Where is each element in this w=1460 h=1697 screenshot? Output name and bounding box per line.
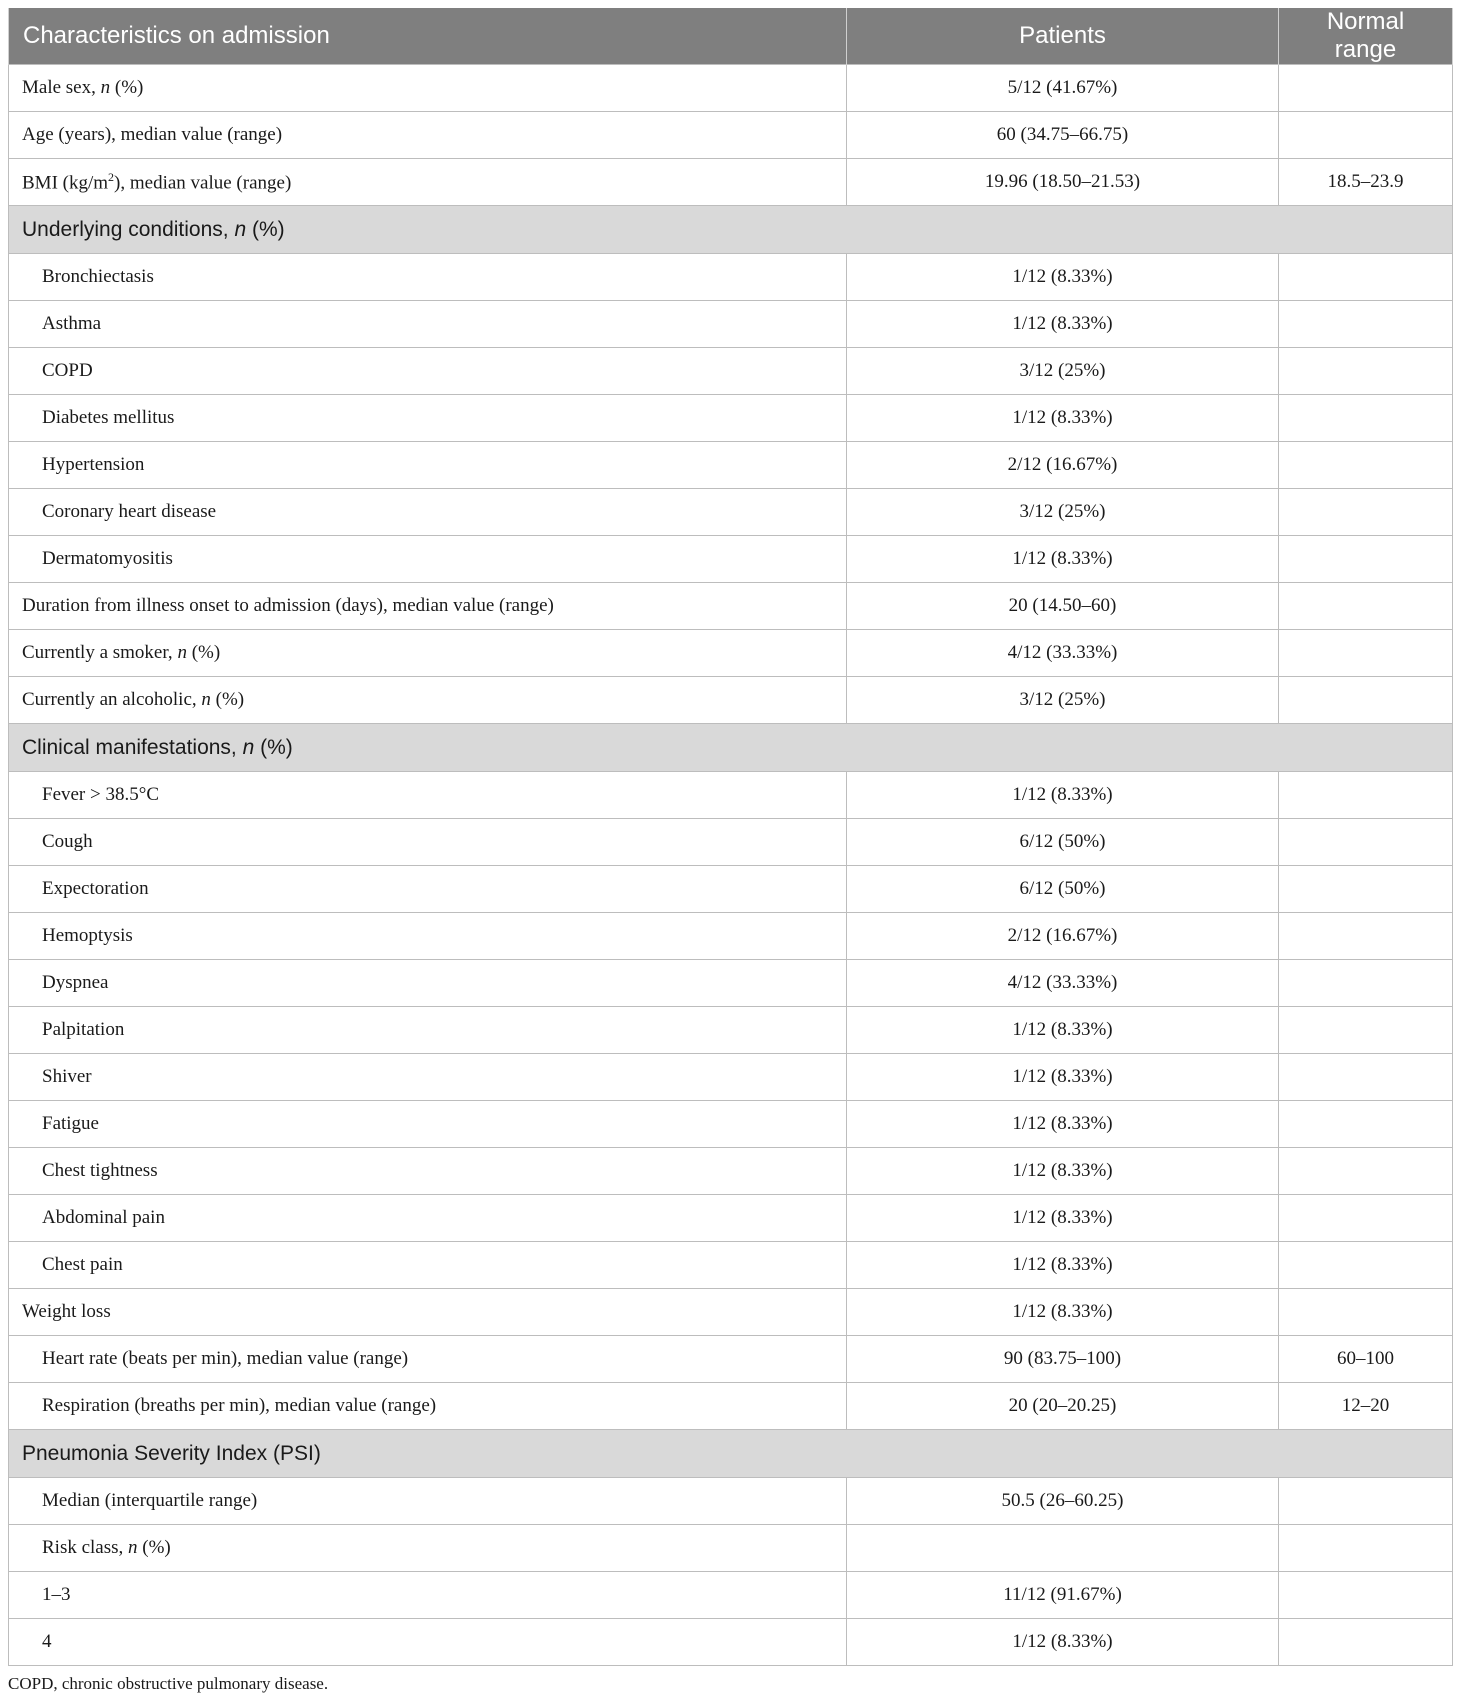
patients-cell: 90 (83.75–100) xyxy=(847,1336,1279,1383)
normal-range-cell: 60–100 xyxy=(1279,1336,1453,1383)
patients-cell: 3/12 (25%) xyxy=(847,677,1279,724)
characteristic-cell xyxy=(9,1101,847,1148)
characteristic-cell xyxy=(9,1383,847,1430)
label-pre: Risk class, xyxy=(42,1537,129,1558)
patients-cell: 19.96 (18.50–21.53) xyxy=(847,159,1279,206)
label-post: (%) xyxy=(254,735,293,759)
patients-cell: 1/12 (8.33%) xyxy=(847,301,1279,348)
table-row xyxy=(9,960,1453,1007)
label-pre: Currently an alcoholic, xyxy=(22,689,202,710)
table-row xyxy=(9,1289,1453,1336)
patients-cell: 1/12 (8.33%) xyxy=(847,395,1279,442)
header-normal-range: Normal range xyxy=(1279,8,1453,65)
normal-range-cell xyxy=(1279,1007,1453,1054)
characteristic-cell xyxy=(9,1572,847,1619)
label-pre: Dyspnea xyxy=(42,972,109,993)
normal-range-cell: 18.5–23.9 xyxy=(1279,159,1453,206)
patients-cell: 2/12 (16.67%) xyxy=(847,913,1279,960)
characteristic-cell xyxy=(9,536,847,583)
characteristic-cell xyxy=(9,1289,847,1336)
label-em: n xyxy=(234,217,247,241)
label-post: (%) xyxy=(246,217,285,241)
label-pre: 4 xyxy=(42,1631,52,1652)
characteristic-cell xyxy=(9,1478,847,1525)
label-post: ), median value (range) xyxy=(114,172,292,194)
normal-range-cell xyxy=(1279,112,1453,159)
normal-range-cell xyxy=(1279,1195,1453,1242)
characteristic-cell xyxy=(9,772,847,819)
normal-range-cell xyxy=(1279,442,1453,489)
normal-range-cell xyxy=(1279,913,1453,960)
label-post: (%) xyxy=(186,642,221,663)
label-post: (%) xyxy=(137,1537,171,1558)
table-row xyxy=(9,583,1453,630)
patients-cell: 5/12 (41.67%) xyxy=(847,65,1279,112)
label-pre: Shiver xyxy=(42,1066,92,1087)
characteristic-cell xyxy=(9,348,847,395)
label-post: (%) xyxy=(110,77,144,98)
table-row xyxy=(9,1525,1453,1572)
table-body xyxy=(9,65,1453,1666)
normal-range-cell xyxy=(1279,583,1453,630)
table-row xyxy=(9,913,1453,960)
normal-range-cell xyxy=(1279,395,1453,442)
patients-cell: 4/12 (33.33%) xyxy=(847,630,1279,677)
characteristic-cell xyxy=(9,254,847,301)
table-row xyxy=(9,1054,1453,1101)
table-row xyxy=(9,1007,1453,1054)
normal-range-cell xyxy=(1279,960,1453,1007)
normal-range-cell xyxy=(1279,1101,1453,1148)
normal-range-cell: 12–20 xyxy=(1279,1383,1453,1430)
normal-range-cell xyxy=(1279,772,1453,819)
label-pre: Coronary heart disease xyxy=(42,501,217,522)
patients-cell: 60 (34.75–66.75) xyxy=(847,112,1279,159)
characteristic-cell xyxy=(9,1619,847,1666)
characteristic-cell xyxy=(9,960,847,1007)
patients-cell: 3/12 (25%) xyxy=(847,348,1279,395)
table-row xyxy=(9,819,1453,866)
normal-range-cell xyxy=(1279,1619,1453,1666)
patients-cell: 50.5 (26–60.25) xyxy=(847,1478,1279,1525)
label-em: n xyxy=(128,1537,138,1558)
characteristics-table xyxy=(8,8,1453,1666)
label-pre: Palpitation xyxy=(42,1019,125,1040)
normal-range-cell xyxy=(1279,866,1453,913)
characteristic-cell xyxy=(9,442,847,489)
section-row xyxy=(9,724,1453,772)
characteristic-cell xyxy=(9,866,847,913)
table-row xyxy=(9,1101,1453,1148)
label-pre: Median (interquartile range) xyxy=(42,1490,258,1511)
table-row xyxy=(9,112,1453,159)
table-row xyxy=(9,348,1453,395)
label-pre: Asthma xyxy=(42,313,102,334)
patients-cell: 4/12 (33.33%) xyxy=(847,960,1279,1007)
characteristic-cell xyxy=(9,1148,847,1195)
table-row xyxy=(9,536,1453,583)
label-pre: Hemoptysis xyxy=(42,925,133,946)
label-pre: 1–3 xyxy=(42,1584,71,1605)
label-pre: Diabetes mellitus xyxy=(42,407,175,428)
characteristic-cell xyxy=(9,395,847,442)
normal-range-cell xyxy=(1279,301,1453,348)
characteristic-cell xyxy=(9,1242,847,1289)
normal-range-cell xyxy=(1279,1525,1453,1572)
patients-cell: 3/12 (25%) xyxy=(847,489,1279,536)
table-row xyxy=(9,489,1453,536)
label-pre: Hypertension xyxy=(42,454,145,475)
header-row xyxy=(9,8,1453,65)
label-em: n xyxy=(242,735,255,759)
patients-cell: 2/12 (16.67%) xyxy=(847,442,1279,489)
table-row xyxy=(9,254,1453,301)
label-pre: Male sex, xyxy=(22,77,101,98)
table-row xyxy=(9,1478,1453,1525)
table-row xyxy=(9,1242,1453,1289)
label-pre: Respiration (breaths per min), median value (range) xyxy=(42,1395,437,1416)
characteristic-cell xyxy=(9,1054,847,1101)
normal-range-cell xyxy=(1279,677,1453,724)
label-pre: Clinical manifestations, xyxy=(22,735,243,759)
table-row xyxy=(9,1383,1453,1430)
section-row xyxy=(9,1430,1453,1478)
characteristic-cell xyxy=(9,630,847,677)
patients-cell: 1/12 (8.33%) xyxy=(847,536,1279,583)
characteristic-cell xyxy=(9,913,847,960)
normal-range-cell xyxy=(1279,630,1453,677)
section-row xyxy=(9,206,1453,254)
section-label xyxy=(9,1430,1453,1478)
label-pre: Bronchiectasis xyxy=(42,266,154,287)
normal-range-cell xyxy=(1279,536,1453,583)
patients-cell: 1/12 (8.33%) xyxy=(847,1242,1279,1289)
label-pre: Dermatomyositis xyxy=(42,548,173,569)
patients-cell: 1/12 (8.33%) xyxy=(847,1054,1279,1101)
table-row xyxy=(9,65,1453,112)
table-row xyxy=(9,1336,1453,1383)
patients-cell: 11/12 (91.67%) xyxy=(847,1572,1279,1619)
patients-cell: 1/12 (8.33%) xyxy=(847,772,1279,819)
normal-range-cell xyxy=(1279,1289,1453,1336)
table-row xyxy=(9,866,1453,913)
label-pre: Age (years), median value (range) xyxy=(22,124,283,145)
characteristic-cell xyxy=(9,489,847,536)
characteristic-cell xyxy=(9,1195,847,1242)
normal-range-cell xyxy=(1279,1148,1453,1195)
label-pre: Cough xyxy=(42,831,93,852)
label-pre: Weight loss xyxy=(22,1301,111,1322)
table-row xyxy=(9,395,1453,442)
characteristic-cell xyxy=(9,159,847,206)
patients-cell: 20 (20–20.25) xyxy=(847,1383,1279,1430)
normal-range-cell xyxy=(1279,1242,1453,1289)
table-row xyxy=(9,1148,1453,1195)
label-post: (%) xyxy=(210,689,245,710)
characteristic-cell xyxy=(9,583,847,630)
normal-range-cell xyxy=(1279,1478,1453,1525)
normal-range-cell xyxy=(1279,1054,1453,1101)
table-row xyxy=(9,1619,1453,1666)
patients-cell: 1/12 (8.33%) xyxy=(847,1289,1279,1336)
normal-range-cell xyxy=(1279,254,1453,301)
patients-cell: 1/12 (8.33%) xyxy=(847,1195,1279,1242)
table-container xyxy=(8,8,1452,1694)
patients-cell: 1/12 (8.33%) xyxy=(847,254,1279,301)
normal-range-cell xyxy=(1279,489,1453,536)
characteristic-cell xyxy=(9,301,847,348)
label-pre: Fatigue xyxy=(42,1113,99,1134)
table-row xyxy=(9,301,1453,348)
label-pre: Abdominal pain xyxy=(42,1207,165,1228)
label-em: n xyxy=(177,642,187,663)
label-pre: Chest tightness xyxy=(42,1160,158,1181)
characteristic-cell xyxy=(9,1007,847,1054)
label-pre: Expectoration xyxy=(42,878,149,899)
footnote: COPD, chronic obstructive pulmonary disease. xyxy=(8,1674,329,1693)
table-row xyxy=(9,1195,1453,1242)
patients-cell: 1/12 (8.33%) xyxy=(847,1101,1279,1148)
label-pre: Chest pain xyxy=(42,1254,123,1275)
label-pre: Currently a smoker, xyxy=(22,642,178,663)
patients-cell: 1/12 (8.33%) xyxy=(847,1148,1279,1195)
label-pre: Fever > 38.5°C xyxy=(42,784,159,805)
characteristic-cell xyxy=(9,1525,847,1572)
label-em: n xyxy=(201,689,211,710)
patients-cell: 6/12 (50%) xyxy=(847,866,1279,913)
label-pre: Pneumonia Severity Index (PSI) xyxy=(22,1441,321,1465)
section-label xyxy=(9,206,1453,254)
section-label xyxy=(9,724,1453,772)
normal-range-cell xyxy=(1279,819,1453,866)
table-row xyxy=(9,677,1453,724)
normal-range-cell xyxy=(1279,65,1453,112)
label-pre: Underlying conditions, xyxy=(22,217,235,241)
patients-cell: 1/12 (8.33%) xyxy=(847,1619,1279,1666)
characteristic-cell xyxy=(9,677,847,724)
normal-range-cell xyxy=(1279,348,1453,395)
label-pre: BMI (kg/m xyxy=(22,172,109,194)
patients-cell: 6/12 (50%) xyxy=(847,819,1279,866)
label-em: n xyxy=(100,77,111,98)
table-row xyxy=(9,159,1453,206)
label-pre: Heart rate (beats per min), median value (range) xyxy=(42,1348,409,1369)
table-row xyxy=(9,772,1453,819)
header-characteristics: Characteristics on admission xyxy=(9,8,847,65)
table-row xyxy=(9,1572,1453,1619)
characteristic-cell xyxy=(9,65,847,112)
label-sup: 2 xyxy=(108,169,115,184)
patients-cell: 1/12 (8.33%) xyxy=(847,1007,1279,1054)
label-pre: Duration from illness onset to admission (days), median value (range) xyxy=(22,595,554,616)
patients-cell: 20 (14.50–60) xyxy=(847,583,1279,630)
header-patients: Patients xyxy=(847,8,1279,65)
characteristic-cell xyxy=(9,112,847,159)
label-pre: COPD xyxy=(42,360,93,381)
patients-cell xyxy=(847,1525,1279,1572)
characteristic-cell xyxy=(9,1336,847,1383)
normal-range-cell xyxy=(1279,1572,1453,1619)
characteristic-cell xyxy=(9,819,847,866)
table-row xyxy=(9,630,1453,677)
table-row xyxy=(9,442,1453,489)
